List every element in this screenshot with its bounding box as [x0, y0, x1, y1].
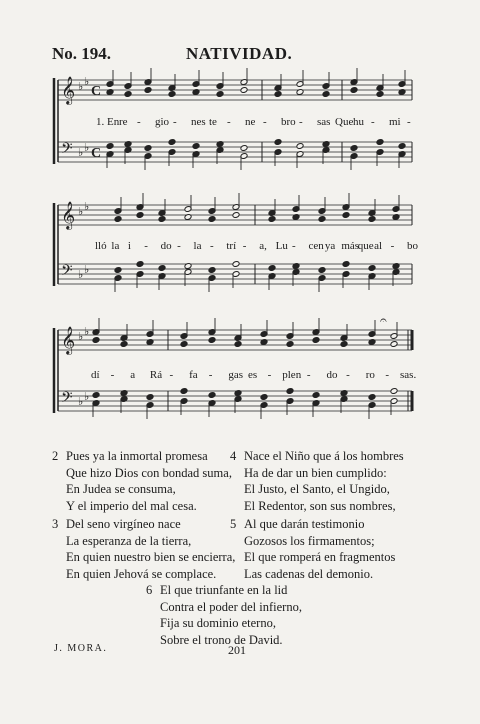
lyric-syllable: te — [209, 116, 217, 128]
note-head — [208, 216, 216, 223]
lyric-syllable: - — [390, 240, 395, 252]
note-head — [216, 91, 224, 98]
lyric-syllable: Rá — [149, 369, 163, 381]
note-head — [376, 139, 384, 146]
note-head — [136, 212, 144, 219]
lyric-syllable: gas — [228, 369, 244, 381]
lyric-syllable: ya — [324, 240, 336, 252]
bass-clef-icon: 𝄢 — [61, 262, 73, 283]
note-head — [350, 145, 358, 152]
lyric-syllable: sas — [317, 116, 331, 128]
lyric-syllable: - — [292, 240, 296, 252]
lyric-syllable: hu — [353, 116, 364, 128]
lyric-syllable: ne — [245, 116, 256, 128]
note-head — [268, 216, 276, 223]
note-head — [240, 87, 248, 94]
note-head — [114, 267, 122, 274]
note-head — [180, 388, 188, 395]
lyric-syllable: - — [306, 369, 311, 381]
flat-icon: ♭ — [84, 141, 90, 154]
lyric-syllable: - — [385, 369, 390, 381]
page-number: 201 — [228, 643, 246, 657]
note-head — [318, 216, 326, 223]
lyric-syllable: plen — [282, 369, 302, 381]
lyric-syllable: trí — [226, 240, 237, 252]
treble-clef-icon: 𝄞 — [61, 76, 76, 104]
hymn-title: NATIVIDAD. — [186, 44, 293, 63]
note-head — [144, 145, 152, 152]
lyric-syllable: gio — [155, 116, 170, 128]
note-head — [192, 143, 200, 150]
lyric-syllable: - — [227, 116, 231, 128]
note-head — [368, 394, 376, 401]
lyric-syllable: - — [209, 240, 214, 252]
lyric-syllable: bo — [407, 240, 418, 252]
note-head — [208, 337, 216, 344]
note-head — [114, 216, 122, 223]
treble-clef-icon: 𝄞 — [61, 326, 76, 354]
lyric-syllable: es — [248, 369, 258, 381]
note-head — [268, 265, 276, 272]
verse-4: 4 Nace el Niño que á los hombres Ha de dar un bien cumplido: El Justo, el Santo, el Ungido, El Redentor, son sus nombres, — [230, 449, 404, 513]
lyric-syllable: sas. — [400, 369, 417, 381]
lyric-syllable: - — [173, 116, 177, 128]
note-head — [136, 261, 144, 268]
lyric-syllable: dí — [91, 369, 100, 381]
flat-icon: ♭ — [84, 390, 90, 403]
note-head — [180, 341, 188, 348]
note-head — [296, 143, 304, 150]
verse-6: 6 El que triunfante en la lid Contra el poder del infierno, Fija su dominio eterno, Sobre el trono de David. — [146, 583, 302, 647]
lyric-syllable: mi — [389, 116, 401, 128]
lyric-syllable: la — [193, 240, 202, 252]
lyric-syllable: Lu — [275, 240, 288, 252]
lyric-syllable: - — [299, 116, 303, 128]
lyric-syllable: - — [371, 116, 375, 128]
lyric-syllable: la — [111, 240, 120, 252]
lyric-syllable: Que — [335, 116, 354, 128]
note-head — [340, 341, 348, 348]
lyric-syllable: a, — [259, 240, 267, 252]
note-head — [144, 87, 152, 94]
lyric-syllable: lló — [95, 240, 107, 252]
lyric-syllable: - — [346, 369, 350, 381]
lyric-syllable: do — [160, 240, 172, 252]
lyric-syllable: fa — [189, 369, 198, 381]
note-head — [260, 394, 268, 401]
note-head — [390, 341, 398, 348]
lyric-syllable: - — [110, 369, 115, 381]
flat-icon: ♭ — [84, 75, 90, 88]
note-head — [168, 139, 176, 146]
note-head — [286, 388, 294, 395]
note-head — [318, 267, 326, 274]
composer-name: J. MORA. — [54, 643, 108, 654]
flat-icon: ♭ — [78, 80, 84, 93]
note-head — [390, 388, 398, 395]
lyric-syllable: ro — [365, 369, 375, 381]
note-head — [322, 91, 330, 98]
note-head — [92, 337, 100, 344]
flat-icon: ♭ — [78, 146, 84, 159]
verse-3: 3 Del seno virgíneo nace La esperanza de la tierra, En quien nuestro bien se encierra, En quien Jehová se complace. — [52, 517, 236, 581]
note-head — [234, 341, 242, 348]
lyric-syllable: - — [267, 369, 272, 381]
time-signature-icon: C — [91, 146, 102, 161]
lyric-syllable: - — [144, 240, 148, 252]
note-head — [168, 91, 176, 98]
flat-icon: ♭ — [78, 268, 84, 281]
note-head — [232, 212, 240, 219]
flat-icon: ♭ — [78, 205, 84, 218]
note-head — [342, 212, 350, 219]
treble-clef-icon: 𝄞 — [61, 201, 76, 229]
time-signature-icon: C — [91, 84, 102, 99]
lyric-syllable: - — [169, 369, 174, 381]
lyric-syllable: cen — [308, 240, 324, 252]
note-head — [92, 392, 100, 399]
note-head — [398, 143, 406, 150]
note-head — [208, 267, 216, 274]
lyric-syllable: re — [119, 116, 128, 128]
note-head — [286, 341, 294, 348]
bass-clef-icon: 𝄢 — [61, 389, 73, 410]
lyric-syllable: - — [137, 116, 141, 128]
hymn-number: No. 194. — [52, 44, 112, 63]
lyric-syllable: - — [242, 240, 247, 252]
lyric-syllable: más — [341, 240, 360, 252]
verse-5: 5 Al que darán testimonio Gozosos los firmamentos; El que romperá en fragmentos Las cadenas del demonio. — [230, 517, 396, 581]
lyric-syllable: al — [374, 240, 383, 252]
note-head — [312, 337, 320, 344]
lyric-syllable: bro — [281, 116, 296, 128]
note-head — [274, 139, 282, 146]
bass-clef-icon: 𝄢 — [61, 140, 73, 161]
note-head — [158, 265, 166, 272]
lyric-syllable: - — [208, 369, 213, 381]
note-head — [158, 216, 166, 223]
flat-icon: ♭ — [84, 325, 90, 338]
note-head — [342, 261, 350, 268]
note-head — [124, 91, 132, 98]
verse-2: 2 Pues ya la inmortal promesa Que hizo Dios con bondad suma, En Judea se consuma, Y el imperio del mal cesa. — [52, 449, 232, 513]
lyric-syllable: - — [177, 240, 181, 252]
note-head — [232, 261, 240, 268]
note-head — [368, 265, 376, 272]
flat-icon: ♭ — [84, 200, 90, 213]
flat-icon: ♭ — [84, 263, 90, 276]
flat-icon: ♭ — [78, 330, 84, 343]
lyric-syllable: i — [127, 240, 131, 252]
note-head — [240, 145, 248, 152]
note-head — [350, 87, 358, 94]
fermata-icon: 𝄐 — [380, 313, 387, 327]
note-head — [146, 394, 154, 401]
flat-icon: ♭ — [78, 395, 84, 408]
lyric-syllable: a — [130, 369, 136, 381]
lyric-syllable: - — [263, 116, 267, 128]
note-head — [106, 143, 114, 150]
lyric-syllable: do — [326, 369, 338, 381]
lyric-syllable: - — [407, 116, 411, 128]
lyric-syllable: 1. En — [96, 116, 120, 128]
lyric-syllable: que — [357, 240, 374, 252]
note-head — [120, 341, 128, 348]
note-head — [312, 392, 320, 399]
note-head — [376, 91, 384, 98]
note-head — [208, 392, 216, 399]
note-head — [274, 91, 282, 98]
note-head — [368, 216, 376, 223]
lyric-syllable: nes — [191, 116, 206, 128]
